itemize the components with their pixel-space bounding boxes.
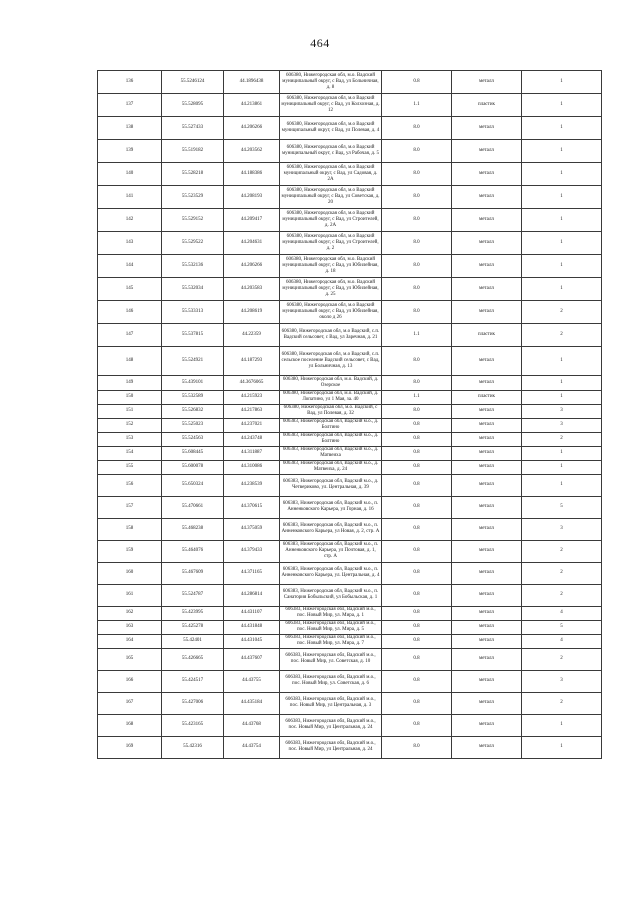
row-number-cell: 161 [98, 584, 162, 606]
volume-cell: 0.8 [382, 540, 452, 562]
row-number-cell: 139 [98, 139, 162, 162]
table-row [98, 584, 602, 606]
volume-cell: 0.8 [382, 606, 452, 620]
row-number-cell: 154 [98, 446, 162, 460]
count-cell: 5 [522, 620, 602, 634]
table-row [98, 346, 602, 375]
container-sites-table [97, 70, 602, 759]
row-number-cell: 147 [98, 323, 162, 346]
table-row [98, 323, 602, 346]
volume-cell: 0.8 [382, 670, 452, 692]
row-number-cell: 159 [98, 540, 162, 562]
longitude-cell: 44.310086 [224, 460, 280, 474]
longitude-cell: 44.435184 [224, 692, 280, 714]
address-cell: 606380, Нижегородская обл, м.о. Вадский, д. Озерское [280, 375, 382, 390]
address-cell: 606383, Нижегородская обл, Вадский м.о., п. Анненковского Карьера, ул Горная, д. 16 [280, 496, 382, 518]
count-cell: 2 [522, 323, 602, 346]
row-number-cell: 158 [98, 518, 162, 540]
latitude-cell: 55.519182 [162, 139, 224, 162]
material-cell: металл [452, 231, 522, 254]
row-number-cell: 164 [98, 634, 162, 648]
volume-cell: 8.0 [382, 208, 452, 231]
address-cell: 606380, Нижегородская обл, м.о. Вадский, д. Лопатино, ул 1 Мая, за. 40 [280, 390, 382, 404]
volume-cell: 0.8 [382, 418, 452, 432]
count-cell: 5 [522, 496, 602, 518]
longitude-cell: 44.203562 [224, 139, 280, 162]
address-cell: 606383, Нижегородская обл, Вадский м.о., д. Матвеиха, д. 24 [280, 460, 382, 474]
material-cell: металл [452, 254, 522, 277]
material-cell: металл [452, 634, 522, 648]
address-cell: 606383, Нижегородская обл, Вадский м.о., д. Болтино [280, 418, 382, 432]
table-row [98, 208, 602, 231]
count-cell: 1 [522, 254, 602, 277]
row-number-cell: 163 [98, 620, 162, 634]
material-cell: металл [452, 432, 522, 446]
latitude-cell: 55.600078 [162, 460, 224, 474]
volume-cell: 0.8 [382, 620, 452, 634]
address-cell: 606380, Нижегородская обл, м.о. Вадский муниципальный округ, с Вад, ул Юбилейная, д. 25 [280, 277, 382, 300]
address-cell: 606383, Нижегородская обл, Вадский м.о., пос. Новый Мир, ул Центральная, д. 24 [280, 714, 382, 736]
latitude-cell: 55.467609 [162, 562, 224, 584]
address-cell: 606383, Нижегородская обл, Вадский м.о., п. Санатория Бобыльский, ул Бобыльская, д. 1 [280, 584, 382, 606]
count-cell: 1 [522, 93, 602, 116]
latitude-cell: 55.5246124 [162, 71, 224, 94]
longitude-cell: 44.187293 [224, 346, 280, 375]
latitude-cell: 55.528218 [162, 162, 224, 185]
address-cell: 606383, Нижегородская обл, Вадский м.о., д. Матвеиха [280, 446, 382, 460]
table-row [98, 736, 602, 758]
count-cell: 1 [522, 185, 602, 208]
count-cell: 2 [522, 540, 602, 562]
material-cell: металл [452, 606, 522, 620]
material-cell: металл [452, 496, 522, 518]
longitude-cell: 44.208619 [224, 300, 280, 323]
row-number-cell: 142 [98, 208, 162, 231]
row-number-cell: 141 [98, 185, 162, 208]
material-cell: металл [452, 208, 522, 231]
address-cell: 606380, Нижегородская обл, м.о Вадский муниципальный округ, с Вад, ул Полевая, д. 4 [280, 116, 382, 139]
table-row [98, 606, 602, 620]
row-number-cell: 156 [98, 474, 162, 496]
volume-cell: 8.0 [382, 139, 452, 162]
longitude-cell: 44.217863 [224, 404, 280, 418]
longitude-cell: 44.215923 [224, 390, 280, 404]
address-cell: 606380, Нижегородская обл, м.о Вадский муниципальный округ, с Вад, ул Юбилейная, около д 26 [280, 300, 382, 323]
table-row [98, 474, 602, 496]
latitude-cell: 55.426665 [162, 648, 224, 670]
volume-cell: 1.1 [382, 323, 452, 346]
row-number-cell: 137 [98, 93, 162, 116]
row-number-cell: 155 [98, 460, 162, 474]
table-row [98, 648, 602, 670]
table-row [98, 162, 602, 185]
address-cell: 606383, Нижегородская обл, Вадский м.о., пос. Новый Мир, ул. Мира, д. 5 [280, 620, 382, 634]
row-number-cell: 160 [98, 562, 162, 584]
longitude-cell: 44.286814 [224, 584, 280, 606]
count-cell: 2 [522, 648, 602, 670]
latitude-cell: 55.423995 [162, 606, 224, 620]
longitude-cell: 44.43768 [224, 714, 280, 736]
row-number-cell: 157 [98, 496, 162, 518]
volume-cell: 0.8 [382, 446, 452, 460]
count-cell: 1 [522, 277, 602, 300]
latitude-cell: 55.537815 [162, 323, 224, 346]
volume-cell: 0.8 [382, 71, 452, 94]
material-cell: металл [452, 71, 522, 94]
latitude-cell: 55.533313 [162, 300, 224, 323]
address-cell: 606380, Нижегородская обл, м.о Вадский, с.п. Вадский сельсовет, с Вад, ул Заречная, д. 21 [280, 323, 382, 346]
longitude-cell: 44.371165 [224, 562, 280, 584]
longitude-cell: 44.1896438 [224, 71, 280, 94]
latitude-cell: 55.527433 [162, 116, 224, 139]
table-row [98, 71, 602, 94]
count-cell: 1 [522, 231, 602, 254]
latitude-cell: 55.532589 [162, 390, 224, 404]
address-cell: 606383, Нижегородская обл, Вадский м.о., пос. Новый Мир, ул. Советская, д. 10 [280, 648, 382, 670]
table-row [98, 432, 602, 446]
material-cell: металл [452, 162, 522, 185]
row-number-cell: 146 [98, 300, 162, 323]
latitude-cell: 55.468238 [162, 518, 224, 540]
row-number-cell: 136 [98, 71, 162, 94]
count-cell: 4 [522, 634, 602, 648]
material-cell: металл [452, 116, 522, 139]
material-cell: металл [452, 300, 522, 323]
latitude-cell: 55.529522 [162, 231, 224, 254]
address-cell: 606380, Нижегородская обл, м.о Вадский муниципальный округ, с Вад, ул Строителей, д. 2 [280, 231, 382, 254]
address-cell: 606383, Нижегородская обл, Вадский м.о., пос. Новый Мир, ул. Мира, д. 1 [280, 606, 382, 620]
address-cell: 606383, Нижегородская обл, Вадский м.о., пос. Новый Мир, ул. Мира, д. 7 [280, 634, 382, 648]
row-number-cell: 162 [98, 606, 162, 620]
address-cell: 606383, Нижегородская обл, Вадский м.о., д. Болтино [280, 432, 382, 446]
row-number-cell: 138 [98, 116, 162, 139]
latitude-cell: 55.470661 [162, 496, 224, 518]
material-cell: металл [452, 446, 522, 460]
longitude-cell: 44.22359 [224, 323, 280, 346]
table-row [98, 518, 602, 540]
material-cell: металл [452, 375, 522, 390]
longitude-cell: 44.206266 [224, 254, 280, 277]
table-body [98, 71, 602, 759]
address-cell: 606383, Нижегородская обл, Вадский м.о., п. Анненковского Карьера, ул Почтовая, д. 1, стр. А [280, 540, 382, 562]
latitude-cell: 55.529152 [162, 208, 224, 231]
table-row [98, 620, 602, 634]
table-row [98, 390, 602, 404]
latitude-cell: 55.423165 [162, 714, 224, 736]
latitude-cell: 55.524787 [162, 584, 224, 606]
volume-cell: 0.8 [382, 562, 452, 584]
table-row [98, 139, 602, 162]
longitude-cell: 44.208193 [224, 185, 280, 208]
address-cell: 606383, Нижегородская обл, Вадский м.о., д. Четвериково, ул. Центральная, д. 39 [280, 474, 382, 496]
material-cell: металл [452, 714, 522, 736]
longitude-cell: 44.237021 [224, 418, 280, 432]
row-number-cell: 153 [98, 432, 162, 446]
address-cell: 606380, Нижегородская обл, м.о Вадский муниципальный округ, с Вад, ул Строителей, д. 2А [280, 208, 382, 231]
volume-cell: 1.1 [382, 93, 452, 116]
material-cell: металл [452, 648, 522, 670]
count-cell: 3 [522, 404, 602, 418]
row-number-cell: 152 [98, 418, 162, 432]
volume-cell: 0.8 [382, 714, 452, 736]
table-row [98, 714, 602, 736]
latitude-cell: 55.524921 [162, 346, 224, 375]
address-cell: 606380, Нижегородская обл, м.о Вадский муниципальный округ, с Вад, ул Колхозная, д. 12 [280, 93, 382, 116]
longitude-cell: 44.43754 [224, 736, 280, 758]
row-number-cell: 144 [98, 254, 162, 277]
row-number-cell: 151 [98, 404, 162, 418]
latitude-cell: 55.439101 [162, 375, 224, 390]
table-row [98, 496, 602, 518]
material-cell: металл [452, 277, 522, 300]
count-cell: 2 [522, 692, 602, 714]
longitude-cell: 44.431848 [224, 620, 280, 634]
count-cell: 1 [522, 116, 602, 139]
address-cell: 606380, Нижегородская обл, м.о Вадский муниципальный округ, с Вад, ул Садовая, д. 2А [280, 162, 382, 185]
table-row [98, 116, 602, 139]
table-row [98, 540, 602, 562]
volume-cell: 8.0 [382, 300, 452, 323]
latitude-cell: 55.523529 [162, 185, 224, 208]
count-cell: 1 [522, 208, 602, 231]
latitude-cell: 55.532136 [162, 254, 224, 277]
count-cell: 1 [522, 714, 602, 736]
count-cell: 1 [522, 446, 602, 460]
longitude-cell: 44.431045 [224, 634, 280, 648]
row-number-cell: 145 [98, 277, 162, 300]
material-cell: металл [452, 670, 522, 692]
table-row [98, 231, 602, 254]
row-number-cell: 169 [98, 736, 162, 758]
page-number: 464 [310, 36, 330, 50]
table-row [98, 670, 602, 692]
address-cell: 606383, Нижегородская обл, Вадский м.о., пос. Новый Мир, ул. Советская, д. 6 [280, 670, 382, 692]
row-number-cell: 148 [98, 346, 162, 375]
latitude-cell: 55.532034 [162, 277, 224, 300]
volume-cell: 8.0 [382, 736, 452, 758]
count-cell: 1 [522, 346, 602, 375]
volume-cell: 8.0 [382, 346, 452, 375]
volume-cell: 0.8 [382, 432, 452, 446]
volume-cell: 0.8 [382, 460, 452, 474]
longitude-cell: 44.431107 [224, 606, 280, 620]
count-cell: 1 [522, 474, 602, 496]
table-row [98, 404, 602, 418]
row-number-cell: 150 [98, 390, 162, 404]
count-cell: 1 [522, 139, 602, 162]
longitude-cell: 44.375059 [224, 518, 280, 540]
address-cell: 606383, Нижегородская обл, Вадский м.о., пос. Новый Мир, ул Центральная, д. 24 [280, 736, 382, 758]
latitude-cell: 55.425278 [162, 620, 224, 634]
material-cell: металл [452, 692, 522, 714]
address-cell: 606380, Нижегородская обл, м.о Вадский, с.п. сельское поселение Вадский сельсовет, с Вад, ул Больничная, д. 13 [280, 346, 382, 375]
row-number-cell: 167 [98, 692, 162, 714]
longitude-cell: 44.243748 [224, 432, 280, 446]
address-cell: 606380, Нижегородская обл, м.о. Вадский муниципальный округ, с Вад, ул Юбилейная, д. 18 [280, 254, 382, 277]
volume-cell: 0.8 [382, 648, 452, 670]
count-cell: 2 [522, 584, 602, 606]
latitude-cell: 55.608445 [162, 446, 224, 460]
longitude-cell: 44.206266 [224, 116, 280, 139]
count-cell: 3 [522, 670, 602, 692]
longitude-cell: 44.203583 [224, 277, 280, 300]
latitude-cell: 55.526832 [162, 404, 224, 418]
table-row [98, 254, 602, 277]
table-row [98, 93, 602, 116]
table-row [98, 692, 602, 714]
address-cell: 606383, Нижегородская обл, Вадский м.о., пос. Новый Мир, ул Центральная, д. 3 [280, 692, 382, 714]
table-row [98, 375, 602, 390]
volume-cell: 0.8 [382, 518, 452, 540]
latitude-cell: 55.42316 [162, 736, 224, 758]
latitude-cell: 55.524563 [162, 432, 224, 446]
material-cell: металл [452, 139, 522, 162]
material-cell: пластик [452, 390, 522, 404]
count-cell: 4 [522, 606, 602, 620]
volume-cell: 8.0 [382, 277, 452, 300]
volume-cell: 0.8 [382, 474, 452, 496]
table-row [98, 185, 602, 208]
longitude-cell: 44.437607 [224, 648, 280, 670]
longitude-cell: 44.238539 [224, 474, 280, 496]
volume-cell: 0.8 [382, 584, 452, 606]
volume-cell: 8.0 [382, 116, 452, 139]
latitude-cell: 55.650324 [162, 474, 224, 496]
longitude-cell: 44.209417 [224, 208, 280, 231]
table-row [98, 277, 602, 300]
material-cell: пластик [452, 323, 522, 346]
address-cell: 606380, Нижегородская обл, м.о Вадский муниципальный округ, с Вад, ул Советская, д. 20 [280, 185, 382, 208]
table-row [98, 446, 602, 460]
material-cell: металл [452, 584, 522, 606]
material-cell: металл [452, 518, 522, 540]
volume-cell: 8.0 [382, 254, 452, 277]
count-cell: 1 [522, 162, 602, 185]
count-cell: 1 [522, 460, 602, 474]
row-number-cell: 140 [98, 162, 162, 185]
count-cell: 1 [522, 736, 602, 758]
address-cell: 606383, Нижегородская обл, Вадский м.о., п. Анненковского Карьера, ул Новая, д. 2, стр. А [280, 518, 382, 540]
count-cell: 3 [522, 418, 602, 432]
longitude-cell: 44.213861 [224, 93, 280, 116]
material-cell: металл [452, 185, 522, 208]
longitude-cell: 44.3676065 [224, 375, 280, 390]
latitude-cell: 55.42401 [162, 634, 224, 648]
material-cell: металл [452, 620, 522, 634]
volume-cell: 8.0 [382, 404, 452, 418]
table-row [98, 418, 602, 432]
material-cell: металл [452, 474, 522, 496]
table-row [98, 460, 602, 474]
row-number-cell: 149 [98, 375, 162, 390]
material-cell: металл [452, 418, 522, 432]
volume-cell: 0.8 [382, 634, 452, 648]
latitude-cell: 55.424517 [162, 670, 224, 692]
count-cell: 1 [522, 375, 602, 390]
latitude-cell: 55.528095 [162, 93, 224, 116]
material-cell: металл [452, 736, 522, 758]
volume-cell: 8.0 [382, 231, 452, 254]
count-cell: 3 [522, 518, 602, 540]
count-cell: 1 [522, 390, 602, 404]
volume-cell: 0.8 [382, 692, 452, 714]
count-cell: 1 [522, 71, 602, 94]
volume-cell: 8.0 [382, 185, 452, 208]
volume-cell: 0.8 [382, 496, 452, 518]
count-cell: 2 [522, 432, 602, 446]
latitude-cell: 55.525023 [162, 418, 224, 432]
volume-cell: 1.1 [382, 390, 452, 404]
volume-cell: 8.0 [382, 162, 452, 185]
material-cell: металл [452, 562, 522, 584]
longitude-cell: 44.379433 [224, 540, 280, 562]
latitude-cell: 55.464076 [162, 540, 224, 562]
count-cell: 2 [522, 300, 602, 323]
material-cell: металл [452, 404, 522, 418]
row-number-cell: 168 [98, 714, 162, 736]
address-cell: 606380, Нижегородская обл, м.о. Вадский, с Вад, ул Полевая, д. 32 [280, 404, 382, 418]
row-number-cell: 143 [98, 231, 162, 254]
material-cell: металл [452, 540, 522, 562]
longitude-cell: 44.204631 [224, 231, 280, 254]
address-cell: 606380, Нижегородская обл, м.о Вадский муниципальный округ, с Вад, ул Рабочая, д. 5 [280, 139, 382, 162]
address-cell: 606383, Нижегородская обл, Вадский м.о., п. Анненковского Карьера, ул. Центральная, д. 4 [280, 562, 382, 584]
row-number-cell: 166 [98, 670, 162, 692]
latitude-cell: 55.427006 [162, 692, 224, 714]
material-cell: пластик [452, 93, 522, 116]
volume-cell: 8.0 [382, 375, 452, 390]
longitude-cell: 44.43755 [224, 670, 280, 692]
longitude-cell: 44.311887 [224, 446, 280, 460]
address-cell: 606380, Нижегородская обл, м.о. Вадский муниципальный округ, с Вад, ул Больничная, д. 8 [280, 71, 382, 94]
material-cell: металл [452, 460, 522, 474]
row-number-cell: 165 [98, 648, 162, 670]
count-cell: 2 [522, 562, 602, 584]
longitude-cell: 44.370615 [224, 496, 280, 518]
table-row [98, 634, 602, 648]
table-row [98, 562, 602, 584]
material-cell: металл [452, 346, 522, 375]
longitude-cell: 44.188386 [224, 162, 280, 185]
table-row [98, 300, 602, 323]
